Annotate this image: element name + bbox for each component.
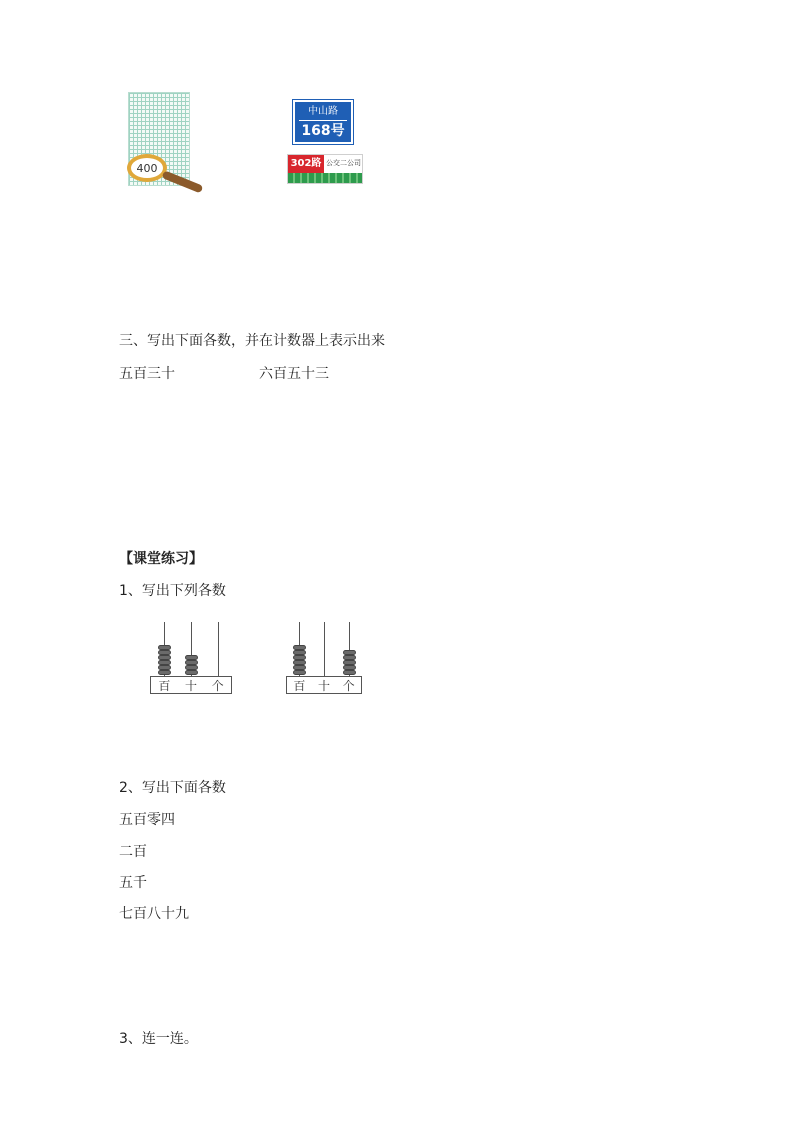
counter-rod-ones <box>218 622 219 676</box>
q2-title: 2、写出下面各数 <box>119 780 226 796</box>
counter-bead <box>343 670 356 675</box>
counter-base <box>150 676 232 694</box>
counter-label-hundreds: 百 <box>293 678 306 693</box>
road-sign-name: 中山路 <box>308 106 338 117</box>
counter-rod-tens <box>324 622 325 676</box>
section3-item-1: 五百三十 <box>119 366 175 382</box>
counter-base <box>286 676 362 694</box>
counter-bead <box>158 665 171 670</box>
bus-stop-sign <box>287 154 363 184</box>
counter-bead <box>185 670 198 675</box>
counter-bead <box>185 660 198 665</box>
counter-2 <box>286 620 362 696</box>
counter-bead <box>293 670 306 675</box>
counter-bead <box>185 665 198 670</box>
counter-bead <box>293 665 306 670</box>
counter-1 <box>150 620 232 696</box>
counter-bead <box>158 660 171 665</box>
bus-stop-name: 公交二公司 <box>326 159 361 167</box>
counter-bead <box>343 665 356 670</box>
counter-bead <box>293 655 306 660</box>
practice-heading: 【课堂练习】 <box>119 551 203 567</box>
counter-label-tens: 十 <box>184 678 197 693</box>
counter-bead <box>158 650 171 655</box>
counter-bead <box>158 655 171 660</box>
counter-bead <box>293 650 306 655</box>
counter-label-hundreds: 百 <box>158 678 171 693</box>
q2-item-4: 七百八十九 <box>119 906 189 922</box>
counter-bead <box>343 655 356 660</box>
counter-bead <box>293 660 306 665</box>
counter-bead <box>293 645 306 650</box>
counter-bead <box>185 655 198 660</box>
counter-bead <box>158 645 171 650</box>
counter-label-ones: 个 <box>342 678 355 693</box>
bus-route-label: 302路 <box>288 155 324 173</box>
q2-item-1: 五百零四 <box>119 812 175 828</box>
q3-title: 3、连一连。 <box>119 1031 198 1047</box>
section3-item-2: 六百五十三 <box>259 366 329 382</box>
road-sign-number: 168号 <box>301 123 345 139</box>
magnifier-value: 400 <box>136 161 158 175</box>
q1-title: 1、写出下列各数 <box>119 583 226 599</box>
road-sign <box>293 100 353 144</box>
q2-item-2: 二百 <box>119 844 147 860</box>
counter-bead <box>158 670 171 675</box>
q2-item-3: 五千 <box>119 875 147 891</box>
counter-bead <box>343 660 356 665</box>
counter-bead <box>343 650 356 655</box>
counter-label-ones: 个 <box>211 678 224 693</box>
section3-title: 三、写出下面各数，并在计数器上表示出来 <box>119 333 385 349</box>
bus-sign-stripe <box>288 173 362 183</box>
magnifier-lens <box>127 154 167 182</box>
counter-label-tens: 十 <box>317 678 330 693</box>
